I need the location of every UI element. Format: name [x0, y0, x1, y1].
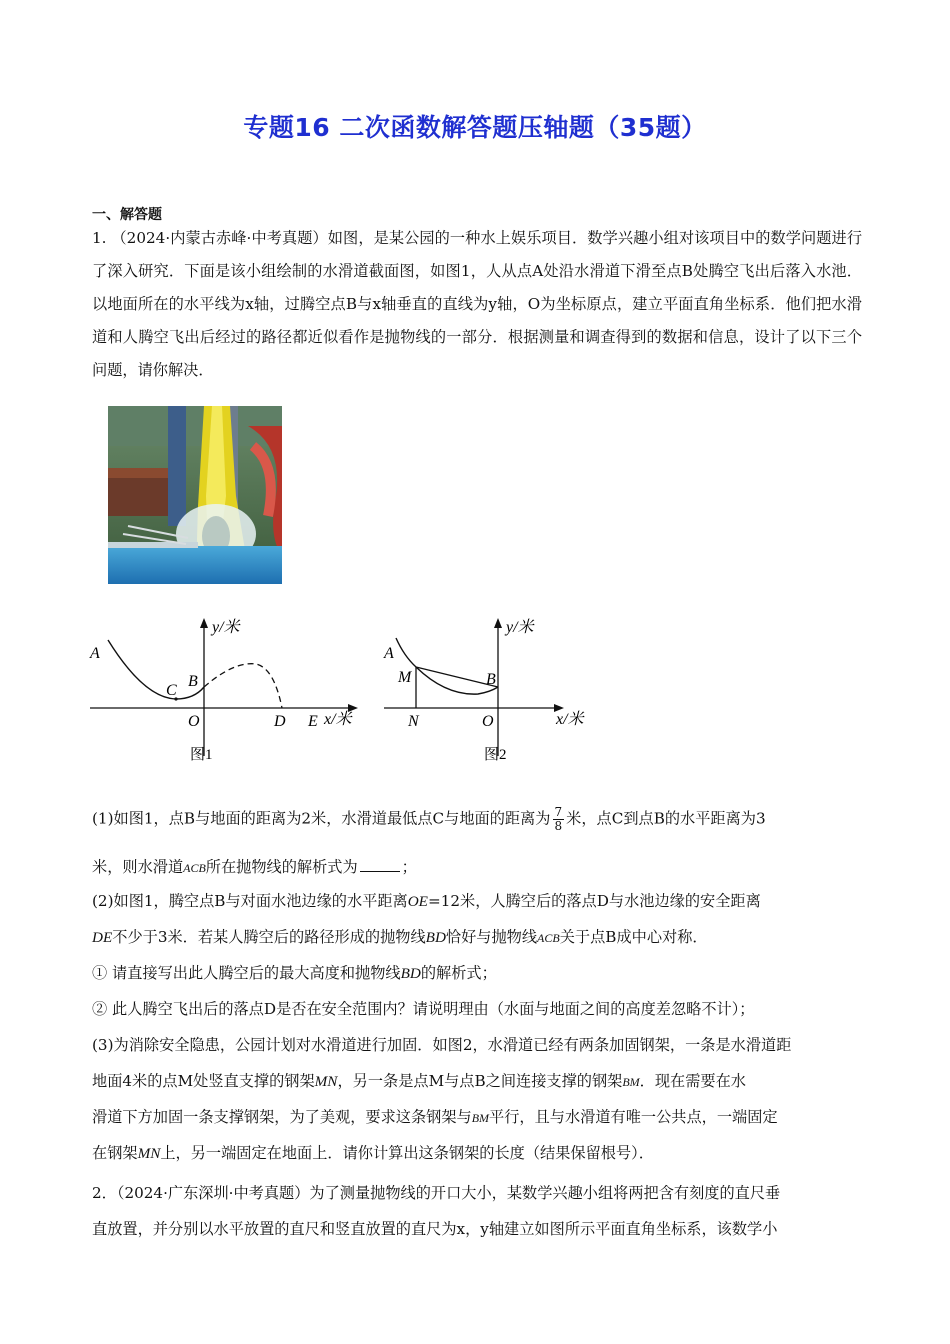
- fig2-point-m: M: [398, 669, 412, 686]
- q1-source: （2024·内蒙古赤峰·中考真题）: [111, 229, 328, 247]
- q1-part2-sub1: ① 请直接写出此人腾空后的最大高度和抛物线BD的解析式；: [92, 964, 497, 982]
- fig2-origin: O: [482, 713, 494, 730]
- figure-1: [89, 618, 358, 763]
- fig1-x-label: x/米: [324, 711, 352, 728]
- fig2-point-n: N: [408, 713, 419, 730]
- section-heading: 一、解答题: [92, 207, 162, 223]
- answer-blank[interactable]: [360, 857, 400, 872]
- fig1-point-e: E: [308, 713, 318, 730]
- q1-part1-line1: (1)如图1，点B与地面的距离为2米，水滑道最低点C与地面的距离为 $\frac{7}{8}$ 米，点C到点B的水平距离为3: [92, 805, 766, 833]
- q1-intro: [92, 222, 862, 387]
- q1-part2-sub2: ② 此人腾空飞出后的落点D是否在安全范围内？请说明理由（水面与地面之间的高度差忽略不计）；: [92, 1000, 755, 1018]
- q1-number: 1.: [92, 229, 107, 247]
- fraction-7-8: $\frac{7}{8}$: [554, 805, 563, 833]
- fig1-caption: 图1: [190, 747, 213, 763]
- fig2-x-label: x/米: [556, 711, 584, 728]
- q1-part2-line2: DE不少于3米．若某人腾空后的路径形成的抛物线BD恰好与抛物线ACB关于点B成中心对称．: [92, 928, 708, 946]
- fig1-point-c: C: [166, 682, 177, 699]
- q1-part3-line3: 滑道下方加固一条支撑钢架，为了美观，要求这条钢架与BM平行，且与水滑道有唯一公共点，一端固定: [92, 1108, 778, 1126]
- fig2-point-a: A: [384, 645, 394, 662]
- q1-part3-line2: 地面4米的点M处竖直支撑的钢架MN，另一条是点M与点B之间连接支撑的钢架BM．现在需要在水: [92, 1072, 746, 1090]
- q2-line2: 直放置，并分别以水平放置的直尺和竖直放置的直尺为x，y轴建立如图所示平面直角坐标系，该数学小: [92, 1220, 778, 1238]
- figure-2: [383, 618, 586, 763]
- fig2-caption: 图2: [484, 747, 507, 763]
- q1-part2-line1: (2)如图1，腾空点B与对面水池边缘的水平距离OE=12米，人腾空后的落点D与水池边缘的安全距离: [92, 892, 761, 910]
- fig1-y-label: y/米: [212, 619, 240, 636]
- page-title: 专题16 二次函数解答题压轴题（35题）: [243, 113, 707, 142]
- fig2-y-label: y/米: [506, 619, 534, 636]
- q1-part3-line4: 在钢架MN上，另一端固定在地面上．请你计算出这条钢架的长度（结果保留根号）．: [92, 1144, 654, 1162]
- q1-part1-line2: 米，则水滑道ACB所在抛物线的解析式为 ；: [92, 858, 417, 876]
- fig1-point-d: D: [274, 713, 286, 730]
- fig1-point-a: A: [90, 645, 100, 662]
- fig1-point-b: B: [188, 673, 198, 690]
- q1-intro-text: 如图，是某公园的一种水上娱乐项目．数学兴趣小组对该项目中的数学问题进行了深入研究．下面是该小组绘制的水滑道截面图，如图1，人从点A处沿水滑道下滑至点B处腾空飞出后落入水池．以地面所在的水平线为x轴，过腾空点B与x轴垂直的直线为y轴，O为坐标原点，建立平面直角坐标系．他们把水滑道和人腾空飞出后经过的路径都近似看作是抛物线的一部分．根据测量和调查得到的数据和信息，设计了以下三个问题，请你解决．: [92, 229, 863, 379]
- figure-diagrams: [86, 606, 606, 772]
- fig2-point-b: B: [486, 671, 496, 688]
- q1-part3-line1: (3)为消除安全隐患，公园计划对水滑道进行加固．如图2，水滑道已经有两条加固钢架，一条是水滑道距: [92, 1036, 792, 1054]
- q2-line1: 2．（2024·广东深圳·中考真题）为了测量抛物线的开口大小，某数学兴趣小组将两把含有刻度的直尺垂: [92, 1184, 781, 1202]
- water-slide-photo: [108, 406, 282, 584]
- fig1-origin: O: [188, 713, 200, 730]
